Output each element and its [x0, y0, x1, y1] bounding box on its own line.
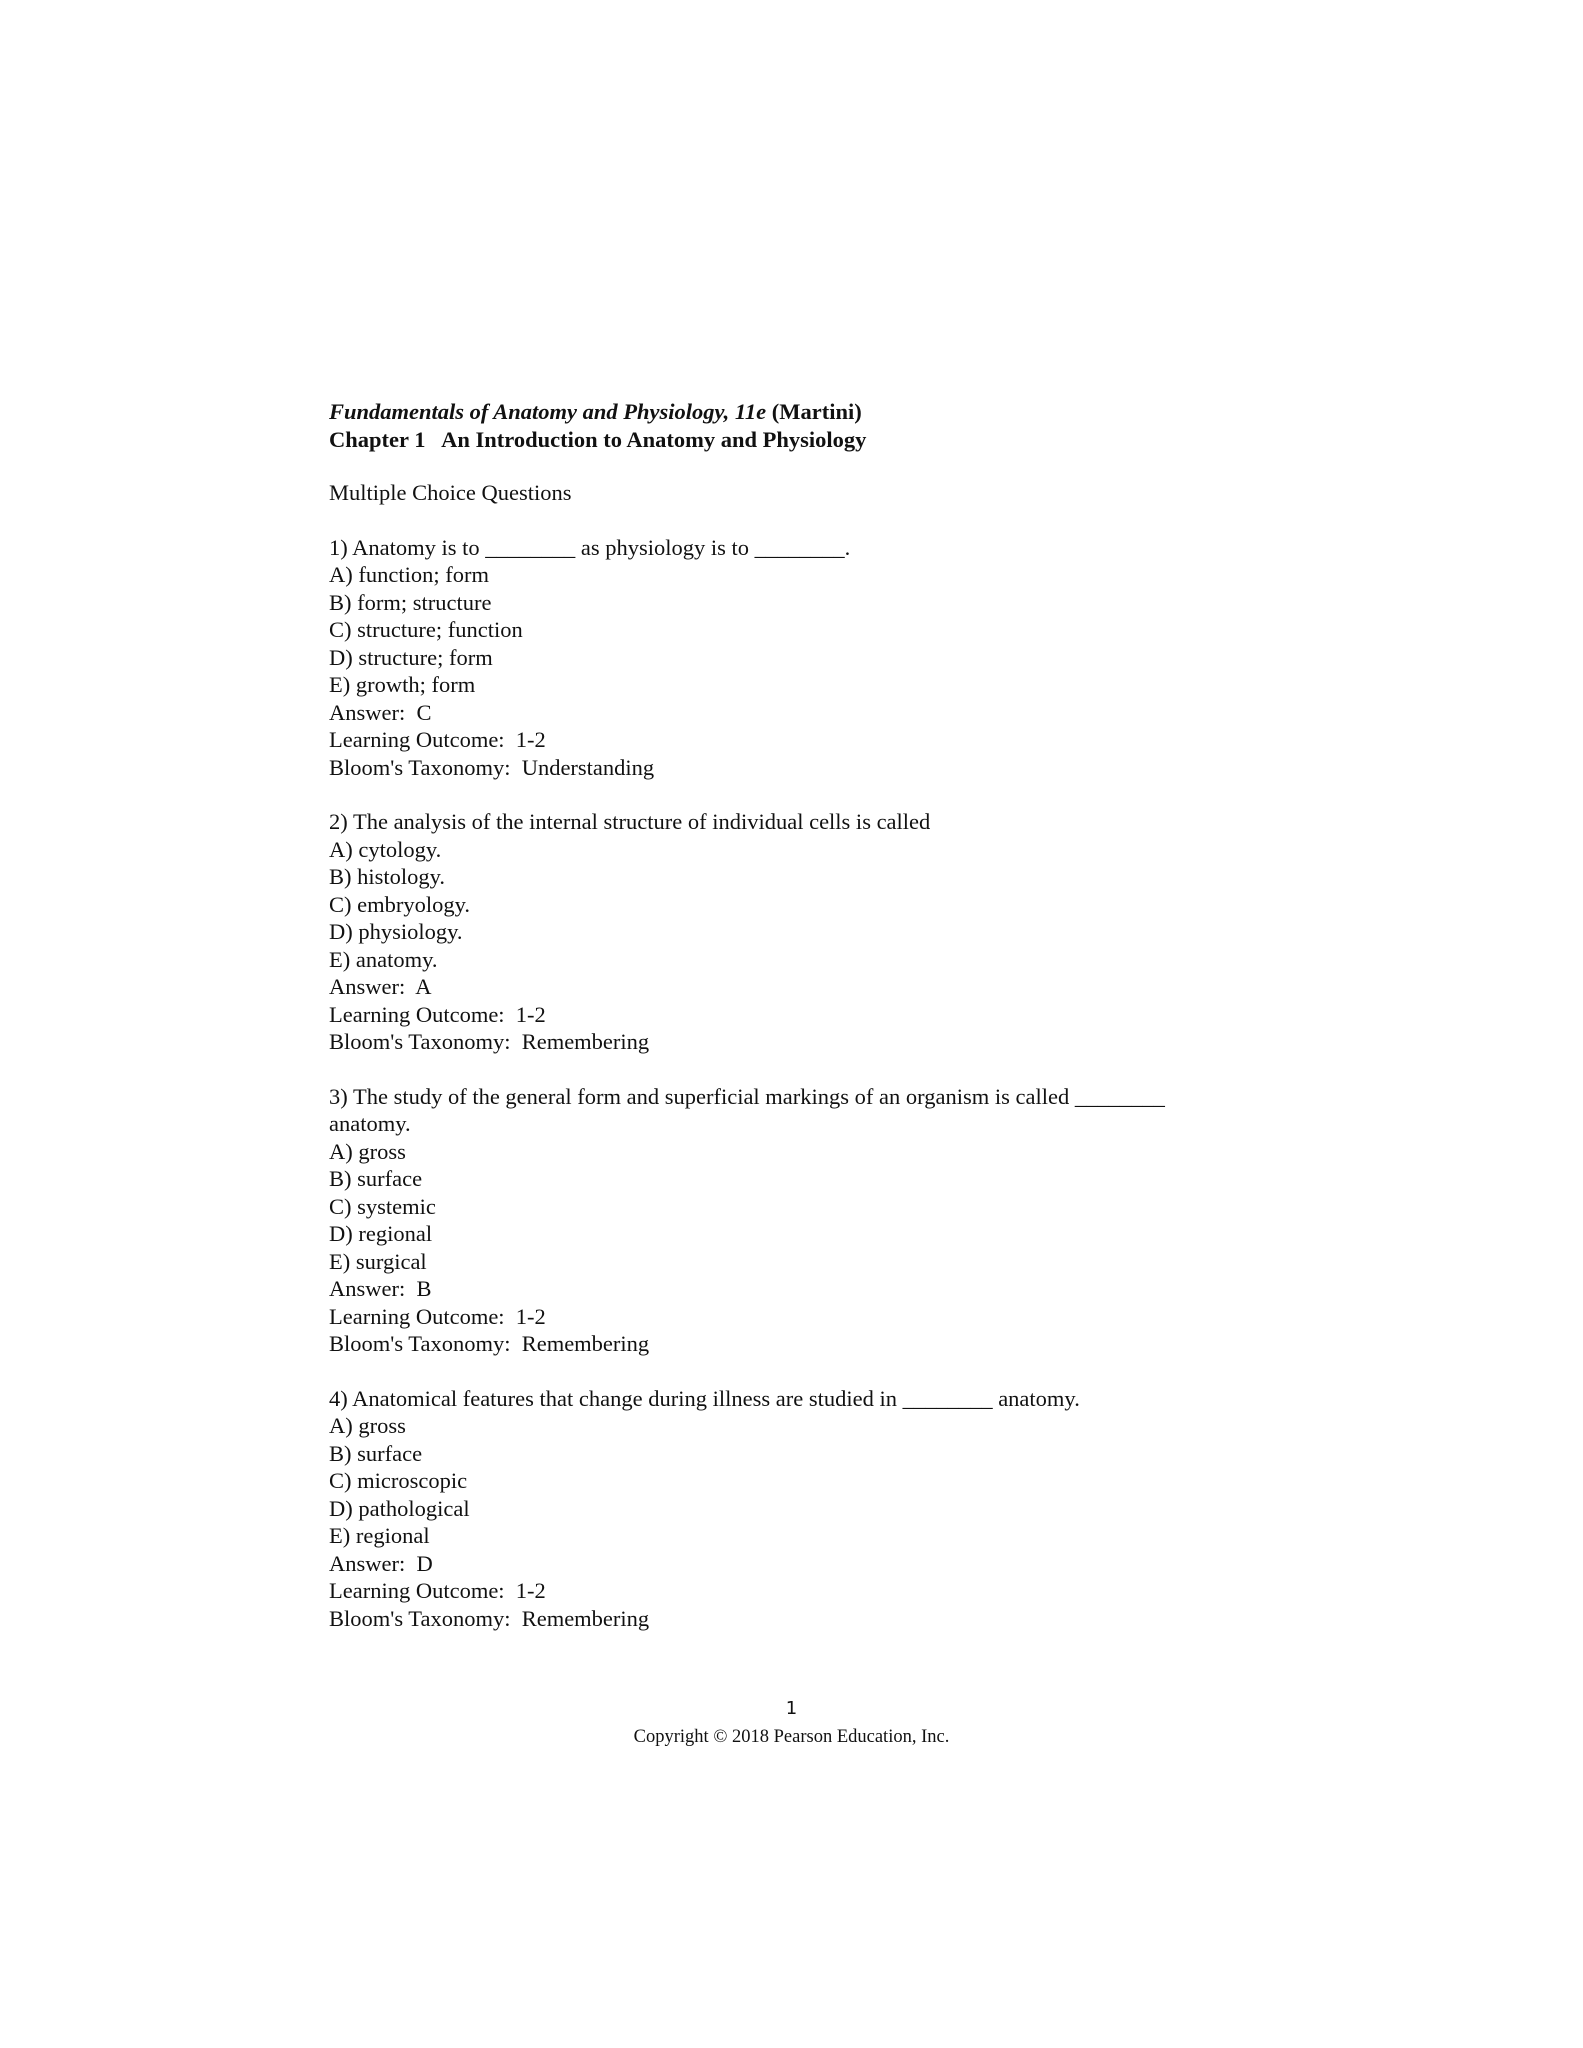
blooms-taxonomy: Bloom's Taxonomy: Remembering [329, 1605, 650, 1631]
page-content [329, 398, 1329, 1632]
option-b: B) histology. [329, 864, 446, 889]
blooms-taxonomy: Bloom's Taxonomy: Understanding [329, 754, 655, 780]
option-d: D) structure; form [329, 644, 493, 670]
option-c: C) structure; function [329, 617, 523, 642]
answer: Answer: C [329, 699, 432, 725]
question-2 [329, 808, 1329, 1056]
question-3 [329, 1083, 1329, 1358]
option-c: C) microscopic [329, 1468, 468, 1493]
option-c: C) systemic [329, 1193, 436, 1219]
option-a: A) cytology. [329, 836, 442, 862]
learning-outcome: Learning Outcome: 1-2 [329, 1303, 546, 1329]
option-b: B) form; structure [329, 589, 492, 615]
book-author: (Martini) [766, 399, 862, 424]
learning-outcome: Learning Outcome: 1-2 [329, 1578, 546, 1603]
option-e: E) anatomy. [329, 946, 438, 972]
book-title-line [329, 398, 1329, 426]
book-title: Fundamentals of Anatomy and Physiology, 11e [329, 399, 767, 424]
option-e: E) surgical [329, 1248, 427, 1274]
answer: Answer: A [329, 974, 432, 999]
chapter-title-text: Chapter 1 An Introduction to Anatomy and Physiology [329, 427, 867, 452]
option-b: B) surface [329, 1166, 423, 1191]
question-4 [329, 1385, 1329, 1633]
page-number: 1 [785, 1698, 798, 1719]
blooms-taxonomy: Bloom's Taxonomy: Remembering [329, 1331, 650, 1356]
question-stem: 3) The study of the general form and superficial markings of an organism is called ________ anatomy. [329, 1083, 1165, 1136]
option-e: E) growth; form [329, 672, 476, 697]
chapter-title [329, 426, 1329, 454]
section-heading: Multiple Choice Questions [329, 480, 572, 505]
option-d: D) regional [329, 1221, 433, 1246]
option-b: B) surface [329, 1440, 423, 1466]
copyright-notice: Copyright © 2018 Pearson Education, Inc. [633, 1727, 950, 1747]
question-stem: 4) Anatomical features that change during illness are studied in ________ anatomy. [329, 1385, 1080, 1411]
option-a: A) function; form [329, 562, 489, 587]
blooms-taxonomy: Bloom's Taxonomy: Remembering [329, 1029, 650, 1054]
option-c: C) embryology. [329, 891, 471, 917]
option-a: A) gross [329, 1138, 406, 1164]
option-d: D) physiology. [329, 919, 463, 944]
question-1 [329, 534, 1329, 782]
option-d: D) pathological [329, 1495, 470, 1521]
answer: Answer: B [329, 1276, 432, 1301]
question-stem: 2) The analysis of the internal structure of individual cells is called [329, 809, 931, 834]
answer: Answer: D [329, 1550, 433, 1576]
question-stem: 1) Anatomy is to ________ as physiology is to ________. [329, 534, 851, 560]
option-e: E) regional [329, 1523, 430, 1548]
option-a: A) gross [329, 1413, 406, 1438]
learning-outcome: Learning Outcome: 1-2 [329, 1001, 546, 1027]
learning-outcome: Learning Outcome: 1-2 [329, 727, 546, 752]
